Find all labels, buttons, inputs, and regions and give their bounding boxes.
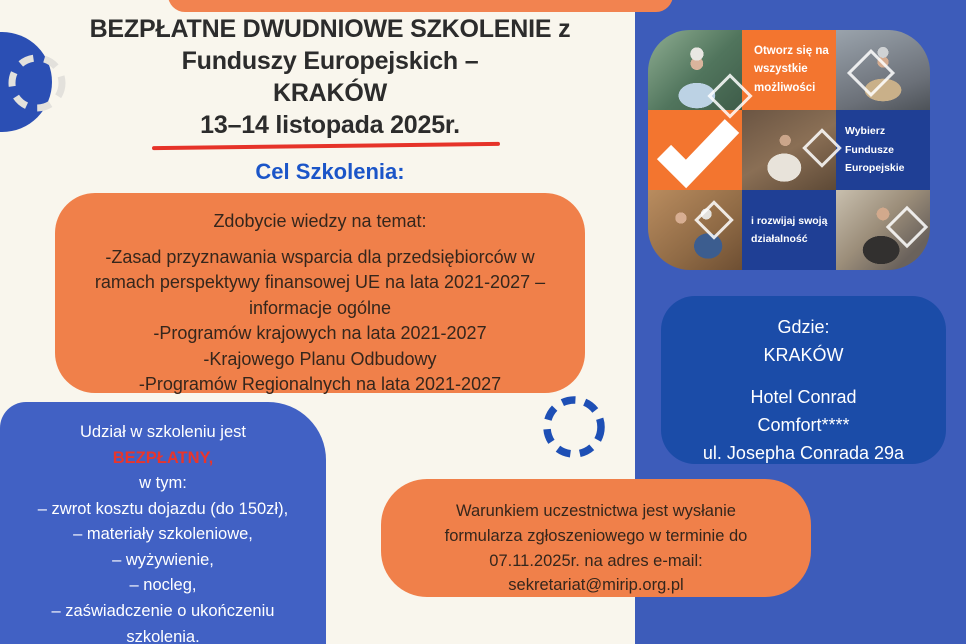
collage-slogan-3: i rozwijaj swoją działalność [742,190,836,270]
title-line-1: BEZPŁATNE DWUDNIOWE SZKOLENIE z [89,15,571,43]
goals-item: -Krajowego Planu Odbudowy [203,348,437,369]
title-line-4: 13–14 listopada 2025r. [200,111,460,139]
venue-address: ul. Josepha Conrada 29a [702,443,905,463]
section-heading: Cel Szkolenia: [255,159,405,184]
checkmark-cell [648,110,742,190]
free-highlight: BEZPŁATNY, [112,448,214,467]
goals-item: -Zasad przyznawania wsparcia dla przedsiębiorców w ramach perspektywy finansowej UE na lata 2021-2027 – informacje ogólne [94,246,546,318]
collage-slogan-2: Wybierz Fundusze Europejskie [836,110,930,190]
contact-email: sekretariat@mirip.org.pl [508,576,684,595]
location-box [661,296,946,464]
checkmark-icon [648,110,742,190]
free-item: – nocleg, [129,576,197,595]
free-item: – materiały szkoleniowe, [73,525,253,544]
goals-heading: Zdobycie wiedzy na temat: [213,211,427,231]
free-item: – zaświadczenie o ukończeniu szkolenia. [51,601,275,644]
photo-collage [648,30,930,270]
free-item: – zwrot kosztu dojazdu (do 150zł), [37,499,289,518]
venue-stars: Comfort**** [757,415,850,435]
conditions-line: Warunkiem uczestnictwa jest wysłanie [456,502,736,520]
location-label: Gdzie: [777,317,830,337]
photo-craftsman-couple [648,190,742,270]
top-orange-pill [168,0,673,12]
date-underline [152,142,500,150]
location-city: KRAKÓW [763,345,844,365]
venue-name: Hotel Conrad [750,387,857,407]
collage-slogan-1: Otworz się na wszystkie możliwości [742,30,836,110]
free-subintro: w tym: [139,474,187,493]
conditions-line: 07.11.2025r. na adres e-mail: [489,551,703,570]
title-line-3: KRAKÓW [272,79,388,107]
free-participation-box [0,402,326,644]
page-title [38,13,622,141]
goals-item: -Programów Regionalnych na lata 2021-2027 [138,374,502,395]
title-line-2: Funduszy Europejskich – [181,47,479,75]
conditions-box [381,479,811,597]
goals-box [55,193,585,393]
goals-item: -Programów krajowych na lata 2021-2027 [153,323,487,344]
dashed-circle-icon [543,394,617,468]
free-item: – wyżywienie, [112,550,214,569]
conditions-line: formularza zgłoszeniowego w terminie do [444,526,748,545]
spacer [661,369,946,383]
free-intro: Udział w szkoleniu jest [80,423,246,441]
